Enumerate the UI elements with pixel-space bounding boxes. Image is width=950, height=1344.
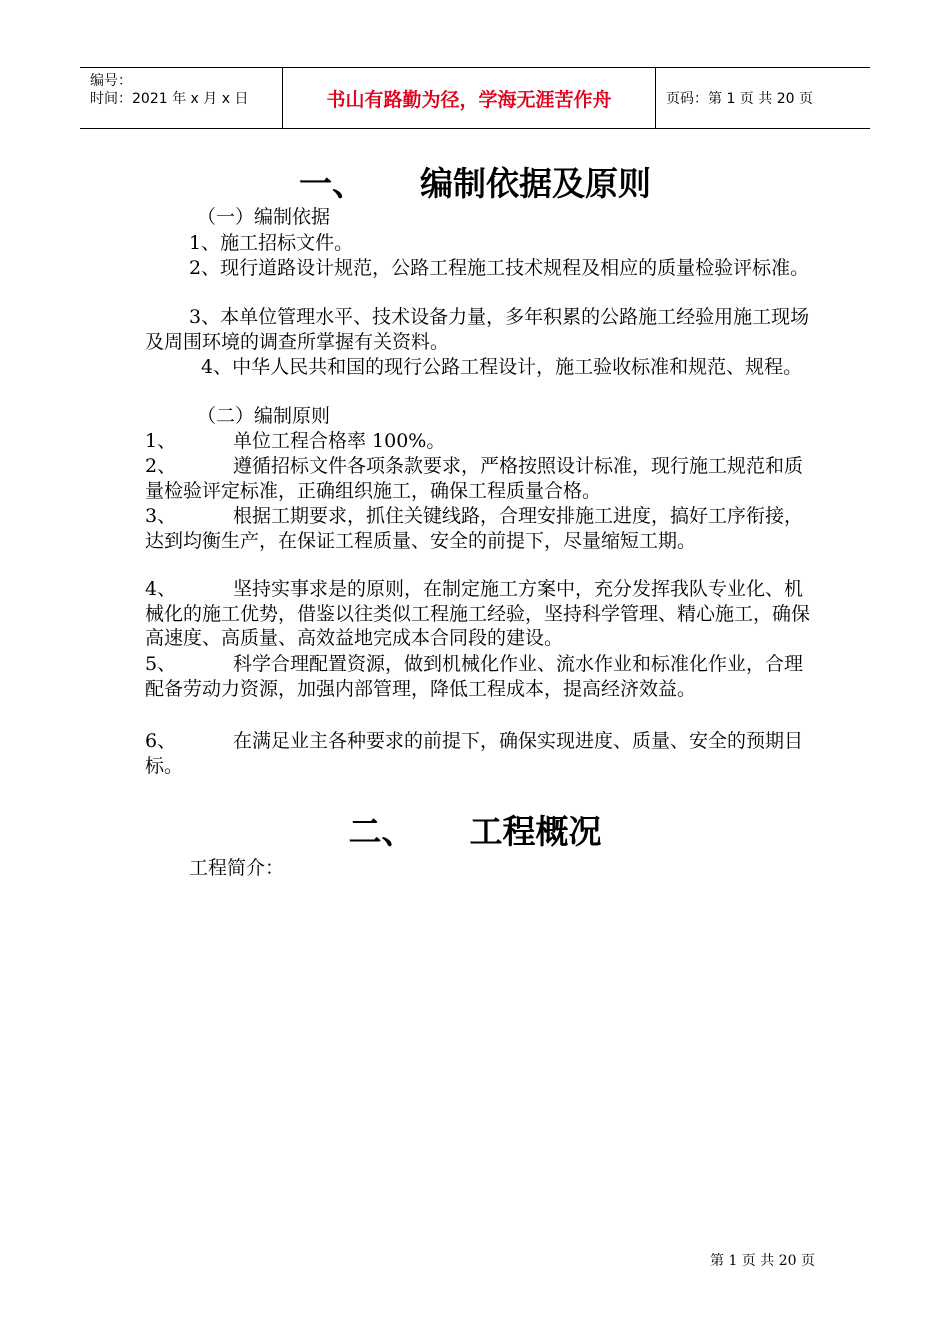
section2-number: 二、 <box>348 812 415 851</box>
header-meta <box>80 68 282 128</box>
section1-heading: 编制依据及原则 <box>420 164 651 203</box>
motto: 书山有路勤为径，学海无涯苦作舟 <box>326 88 612 111</box>
principle-item: 6、 在满足业主各种要求的前提下，确保实现进度、质量、安全的预期目标。 <box>145 730 804 777</box>
footer-page-number: 第 1 页 共 20 页 <box>710 1253 815 1269</box>
sub-heading-basis: （一）编制依据 <box>197 206 331 228</box>
principle-item: 3、 根据工期要求，抓住关键线路，合理安排施工进度，搞好工序衔接，达到均衡生产，在保证工程质量、安全的前提下，尽量缩短工期。 <box>145 505 804 552</box>
project-intro-label: 工程简介： <box>189 857 285 879</box>
document-header <box>80 67 870 129</box>
doc-time: 时间：2021 年 x 月 x 日 <box>90 91 249 107</box>
section1-number: 一、 <box>299 164 365 203</box>
basis-item: 1、施工招标文件。 <box>189 232 354 254</box>
section2-heading: 工程概况 <box>469 812 602 851</box>
header-page-cell <box>656 68 870 128</box>
principle-item: 4、 坚持实事求是的原则，在制定施工方案中，充分发挥我队专业化、机械化的施工优势，借鉴以往类似工程施工经验，坚持科学管理、精心施工，确保高速度、高质量、高效益地完成本合同段的建设。 <box>145 578 811 649</box>
principle-item: 5、 科学合理配置资源，做到机械化作业、流水作业和标准化作业，合理配备劳动力资源，加强内部管理，降低工程成本，提高经济效益。 <box>145 653 804 700</box>
header-motto-cell <box>282 68 656 128</box>
basis-item: 4、中华人民共和国的现行公路工程设计，施工验收标准和规范、规程。 <box>201 356 803 378</box>
basis-item: 3、本单位管理水平、技术设备力量，多年积累的公路施工经验用施工现场及周围环境的调查所掌握有关资料。 <box>145 306 810 353</box>
doc-number-label: 编号： <box>90 73 132 89</box>
basis-item: 2、现行道路设计规范，公路工程施工技术规程及相应的质量检验评标准。 <box>189 257 810 279</box>
header-page-info: 页码：第 1 页 共 20 页 <box>666 91 813 107</box>
section1-title <box>0 158 950 205</box>
principle-item: 1、 单位工程合格率 100%。 <box>145 430 446 452</box>
sub-heading-principles: （二）编制原则 <box>197 405 331 427</box>
principle-item: 2、 遵循招标文件各项条款要求，严格按照设计标准，现行施工规范和质量检验评定标准，正确组织施工，确保工程质量合格。 <box>145 455 804 502</box>
section2-title <box>0 806 950 853</box>
